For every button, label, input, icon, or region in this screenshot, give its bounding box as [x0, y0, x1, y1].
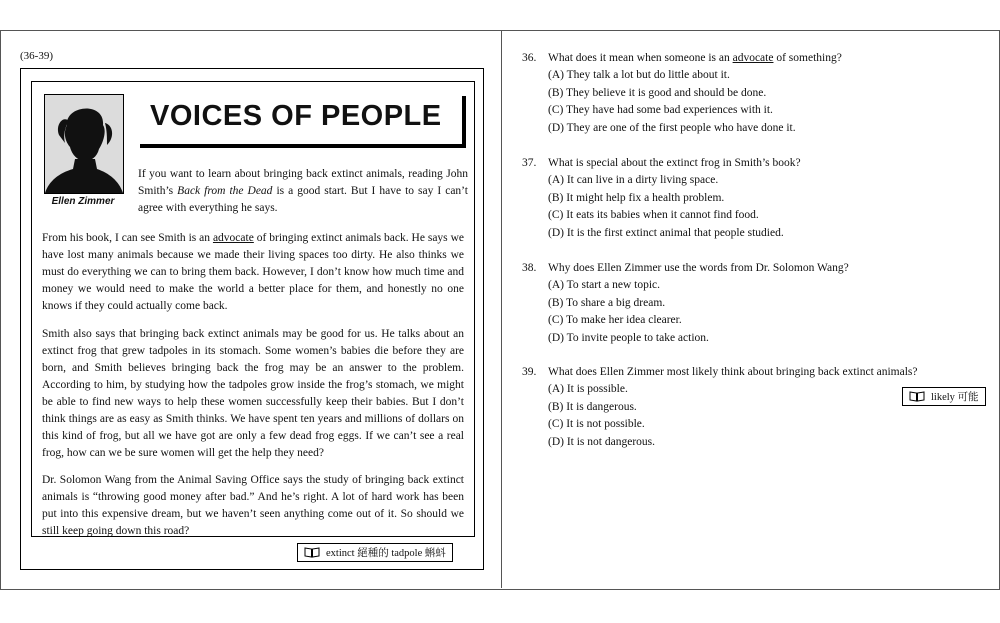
question-39 — [522, 364, 982, 451]
vocab-text: likely 可能 — [931, 392, 979, 403]
option-d: (D) They are one of the first people who have done it. — [548, 121, 796, 134]
stem-start: What does it mean when someone is an — [548, 52, 733, 64]
option-b: (B) They believe it is good and should be done. — [548, 86, 767, 99]
option-d: (D) It is not dangerous. — [548, 435, 655, 448]
question-range-label: (36-39) — [20, 50, 53, 62]
paragraph-1 — [42, 230, 464, 315]
book-icon — [304, 547, 320, 558]
author-photo — [44, 94, 124, 194]
intro-text-start: If you want to learn about bringing back extinct animals, reading John Smith’s — [138, 168, 468, 197]
question-stem: Why does Ellen Zimmer use the words from Dr. Solomon Wang? — [548, 262, 849, 274]
question-number: 38. — [522, 262, 537, 274]
intro-paragraph — [138, 166, 468, 217]
intro-text-end: is a good start. But I have to say I can’t agree with everything he says. — [138, 185, 468, 214]
article-frame — [20, 68, 484, 570]
question-number: 39. — [522, 366, 537, 378]
option-a: (A) They talk a lot but do little about it. — [548, 69, 730, 81]
paragraph-1-end: of bringing extinct animals back. He says we have lost many animals because we made their living spaces too dirty. He also thinks we must do everything we can to bring them back. However, I don’t know how much time and money we would need to make the world a better place for them, and honestly no one knows if they could actually come back. — [42, 232, 464, 312]
vocab-text: extinct 絕種的 tadpole 蝌蚪 — [326, 548, 446, 559]
option-b: (B) To share a big dream. — [548, 296, 666, 309]
question-number: 37. — [522, 157, 537, 169]
book-title: Back from the Dead — [177, 185, 273, 197]
vocab-box-article — [297, 543, 453, 562]
option-d: (D) It is the first extinct animal that people studied. — [548, 226, 784, 239]
title-box — [140, 96, 466, 148]
author-caption: Ellen Zimmer — [51, 196, 115, 207]
option-d: (D) To invite people to take action. — [548, 331, 709, 344]
underlined-word-advocate: advocate — [732, 52, 774, 64]
column-divider — [501, 30, 502, 588]
option-a: (A) It is possible. — [548, 383, 628, 395]
option-c: (C) It eats its babies when it cannot find food. — [548, 209, 759, 221]
option-c: (C) It is not possible. — [548, 418, 645, 430]
vocab-box-likely — [902, 387, 986, 406]
book-icon — [909, 391, 925, 402]
stem-end: of something? — [773, 52, 842, 64]
option-a: (A) It can live in a dirty living space. — [548, 174, 719, 186]
question-stem: What does Ellen Zimmer most likely think about bringing back extinct animals? — [548, 366, 918, 378]
question-37 — [522, 155, 982, 242]
paragraph-1-start: From his book, I can see Smith is an — [42, 232, 213, 244]
option-b: (B) It is dangerous. — [548, 400, 637, 413]
option-a: (A) To start a new topic. — [548, 279, 661, 291]
question-stem — [548, 50, 842, 67]
option-c: (C) To make her idea clearer. — [548, 314, 682, 326]
option-b: (B) It might help fix a health problem. — [548, 191, 725, 204]
paragraph-2: Smith also says that bringing back extinct animals may be good for us. He talks about an extinct frog that grew tadpoles in its stomach. Some women’s babies die before they are born, and Smith believes bringing back the frog may be an answer to the problem. According to him, by studying how the tadpoles grow inside the frog’s stomach, we might be able to find new ways to help these women successfully keep their babies. But I don’t think things are as easy as Smith thinks. We have spent ten years and millions of dollars on this kind of frog, but all we have got are only a few dead frog eggs. If we can’t see a real frog, how can we be sure women will get the help they need? — [42, 328, 464, 459]
question-stem: What is special about the extinct frog in Smith’s book? — [548, 157, 801, 169]
option-c: (C) They have had some bad experiences with it. — [548, 104, 773, 116]
question-38 — [522, 260, 982, 347]
question-number: 36. — [522, 52, 537, 64]
question-36 — [522, 50, 982, 137]
underlined-word-advocate: advocate — [212, 232, 254, 244]
article-inner-frame — [31, 81, 475, 537]
paragraph-3: Dr. Solomon Wang from the Animal Saving Office says the study of bringing back extinct animals is “throwing good money after bad.” And he’s right. A lot of hard work has been put into this expensive dream, but we haven’t seen anything come out of it. So should we still keep going down this road? — [42, 474, 464, 537]
article-title: VOICES OF PEOPLE — [150, 100, 442, 132]
